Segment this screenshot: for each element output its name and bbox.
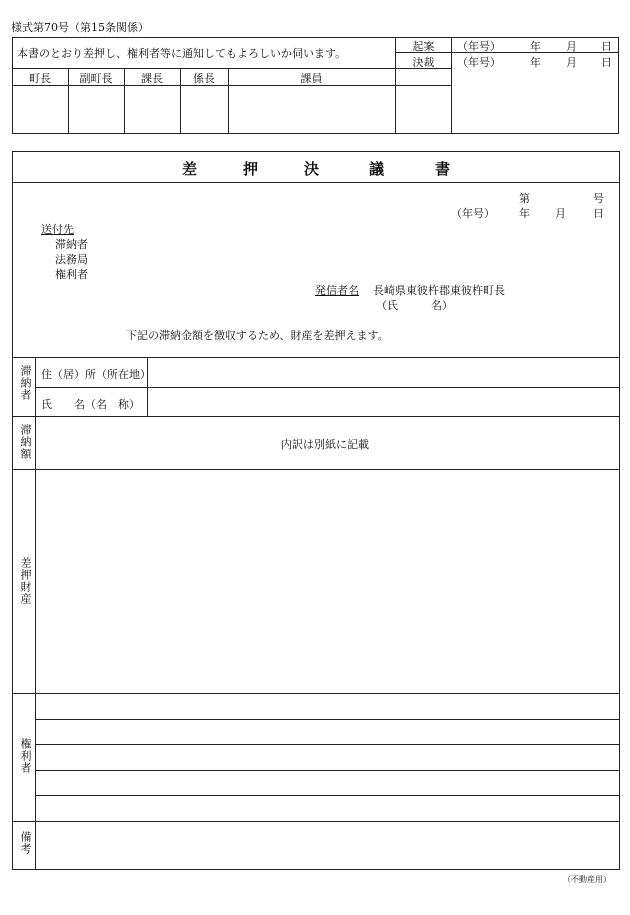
approval-draft-day: 日 xyxy=(601,40,612,53)
name-label: 氏 名（名 称） xyxy=(41,398,140,411)
sender-name: 長崎県東彼杵郡東彼杵町長 xyxy=(373,284,505,297)
title-char: 差 xyxy=(182,160,198,178)
title-char: 書 xyxy=(435,160,451,178)
recipient-item: 権利者 xyxy=(55,268,88,281)
approval-draft-era: （年号） xyxy=(457,40,501,53)
role-staff: 課員 xyxy=(300,72,323,85)
role-section-chief: 課長 xyxy=(141,72,163,85)
remarks-label: 備考 xyxy=(19,831,32,855)
doc-number-suffix: 号 xyxy=(593,192,604,205)
approval-draft-month: 月 xyxy=(566,40,577,53)
recipients-title: 送付先 xyxy=(41,223,74,236)
approval-draft-year: 年 xyxy=(530,40,541,53)
approval-decision-month: 月 xyxy=(566,56,577,69)
approval-decision-year: 年 xyxy=(530,56,541,69)
doc-date-month: 月 xyxy=(555,207,566,220)
approval-decision-label: 決裁 xyxy=(412,56,435,69)
rights-label: 権利者 xyxy=(19,738,32,774)
approval-decision-era: （年号） xyxy=(457,56,501,69)
title-char: 決 xyxy=(304,160,320,178)
footer-note: （不動産用） xyxy=(563,875,611,884)
sender-person: （氏 名） xyxy=(376,299,453,312)
property-label: 差押財産 xyxy=(19,557,32,605)
recipient-item: 滞納者 xyxy=(55,238,88,251)
doc-date-day: 日 xyxy=(593,207,604,220)
doc-date-era: （年号） xyxy=(451,207,495,220)
address-label: 住（居）所（所在地） xyxy=(41,368,151,381)
approval-decision-day: 日 xyxy=(601,56,612,69)
main-document xyxy=(12,151,620,870)
form-label: 様式第70号（第15条関係） xyxy=(11,21,149,34)
amount-text: 内訳は別紙に記載 xyxy=(281,438,369,451)
approval-draft-label: 起案 xyxy=(412,40,435,53)
recipient-item: 法務局 xyxy=(55,253,88,266)
sender-label: 発信者名 xyxy=(315,284,359,297)
role-mayor: 町長 xyxy=(29,72,51,85)
doc-date-year: 年 xyxy=(519,207,530,220)
delinquent-label: 滞納者 xyxy=(19,365,32,401)
document-title xyxy=(12,158,620,180)
doc-number-prefix: 第 xyxy=(519,192,530,205)
role-deputy-mayor: 副町長 xyxy=(79,72,113,85)
title-char: 押 xyxy=(243,160,259,178)
approval-request-text: 本書のとおり差押し、権利者等に通知してもよろしいか伺います。 xyxy=(17,47,347,60)
role-subsection-chief: 係長 xyxy=(193,72,215,85)
statement-text: 下記の滞納金額を徴収するため、財産を差押えます。 xyxy=(126,329,389,342)
title-char: 議 xyxy=(369,160,385,178)
amount-label: 滞納額 xyxy=(19,424,32,460)
